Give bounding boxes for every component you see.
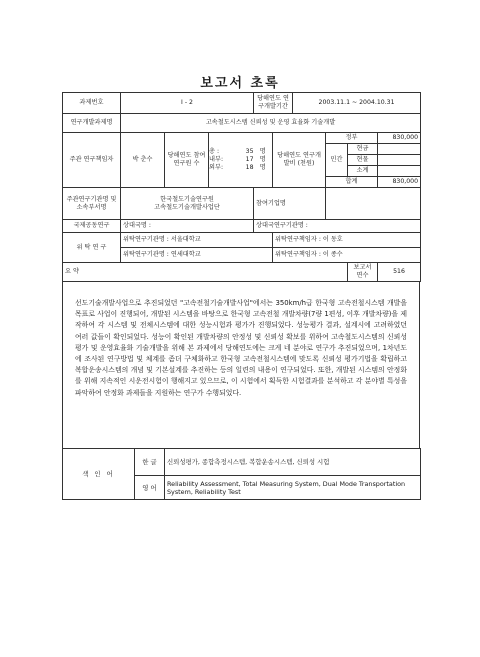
intl-research-label: 국제공동연구 xyxy=(63,220,121,233)
researchers-label: 당해연도 참여연구원 수 xyxy=(165,133,209,188)
unit-total: 명 xyxy=(259,148,266,155)
page-title: 보고서 초록 xyxy=(200,76,280,91)
researcher-counts xyxy=(209,133,254,188)
private-label: 민간 xyxy=(326,144,348,177)
partner-institution-label: 상대국연구기관명 : xyxy=(254,220,421,233)
info-table xyxy=(62,92,421,282)
unit-inside: 명 xyxy=(259,156,266,163)
outside-count: 18 xyxy=(245,164,254,171)
subtotal-label: 소계 xyxy=(348,166,378,177)
inside-count: 17 xyxy=(245,156,254,163)
report-abstract-form xyxy=(62,92,420,500)
principal-investigator: 박 춘수 xyxy=(121,133,165,188)
keywords-label: 색 인 어 xyxy=(63,449,135,500)
total-label: 총 : xyxy=(209,148,220,155)
abstract-text: 선도기술개발사업으로 추진되었던 "고속전철기술개발사업"에서는 350km/h급 한국형 고속전철시스템 개발을 목표로 사업이 진행되어, 개발된 시스템을 바탕으로 한국형 고속전철 개발차량(7량 1편성, 이후 개발차량)을 제작하여 각 시스템 및 전체시스템에 대한 성능시험과 평가가 진행되었다. 성능평가 결과, 설계시에 고려하였던 여러 값들이 확인되었다. 성능이 확인된 개발차량의 안정성 및 신뢰성 확보를 위하여 고속철도시스템의 신뢰성 평가 및 운영효율화 기술개발을 위해 본 과제에서 당해연도에는 크게 네 분야로 연구가 추진되었으며, 1차년도에 조사된 연구방법 및 체계를 좀더 구체화하고 한국형 고속전철시스템에 맞도록 신뢰성 평가기법을 확립하고 복합운송시스템의 개념 및 기본설계를 추진하는 등의 일련의 내용이 연구되었다. 또한, 개발된 시스템의 안정화를 위해 지속적인 시운전시험이 행해지고 있으므로, 이 시험에서 획득한 시험결과를 분석하고 각 분야별 특성을 파악하여 안정화 과제들을 지원하는 연구가 수행되었다. xyxy=(62,281,420,449)
total-budget-amount: 830,000 xyxy=(378,177,421,188)
host-org-dept: 고속철도기술개발사업단 xyxy=(154,203,220,211)
outside-label: 외부: xyxy=(209,164,224,171)
project-number: I - 2 xyxy=(121,93,254,114)
project-title: 고속철도시스템 신뢰성 및 운영 효율화 기술개발 xyxy=(121,114,421,133)
total-count: 35 xyxy=(245,148,254,155)
consigned-head-a: 위탁연구책임자 : 이 동호 xyxy=(273,233,421,248)
unit-outside: 명 xyxy=(259,164,266,171)
consigned-org-b: 위탁연구기관명 : 연세대학교 xyxy=(121,248,273,263)
project-number-label: 과제번호 xyxy=(63,93,121,114)
consigned-research-label: 위 탁 연 구 xyxy=(63,233,121,263)
count-units xyxy=(254,133,273,188)
company-label: 참여기업명 xyxy=(254,188,326,220)
project-title-label: 연구개발과제명 xyxy=(63,114,121,133)
consigned-org-a: 위탁연구기관명 : 서울대학교 xyxy=(121,233,273,248)
host-org-name: 한국철도기술연구원 xyxy=(160,195,214,203)
period-label: 당해연도 연구개발기간 xyxy=(254,93,293,114)
kind-amount xyxy=(378,155,421,166)
partner-country-label: 상대국명 : xyxy=(121,220,254,233)
summary-label: 요 약 xyxy=(63,263,348,282)
korean-keywords: 신뢰성평가, 종합측정시스템, 복합운송시스템, 신뢰성 시험 xyxy=(165,449,421,476)
cash-label: 현금 xyxy=(348,144,378,155)
budget-label: 당해연도 연구개발비 (천원) xyxy=(273,133,326,188)
total-budget-label: 합계 xyxy=(326,177,378,188)
kind-label: 현물 xyxy=(348,155,378,166)
host-org-label: 주관연구기관명 및 소속부서명 xyxy=(63,188,121,220)
inside-label: 내부: xyxy=(209,156,224,163)
gov-amount: 830,000 xyxy=(378,133,421,144)
cash-amount xyxy=(378,144,421,155)
english-keywords-label: 영 어 xyxy=(135,476,165,500)
consigned-head-b: 위탁연구책임자 : 이 종수 xyxy=(273,248,421,263)
gov-label: 정부 xyxy=(326,133,378,144)
report-pages: 516 xyxy=(378,263,421,282)
english-keywords: Reliability Assessment, Total Measuring System, Dual Mode Transportation System, Reliability Test xyxy=(165,476,421,500)
keywords-table xyxy=(62,448,421,500)
report-pages-label: 보고서 면수 xyxy=(348,263,378,282)
company-value xyxy=(326,188,421,220)
host-org xyxy=(121,188,254,220)
principal-investigator-label: 주관 연구책임자 xyxy=(63,133,121,188)
korean-keywords-label: 한 글 xyxy=(135,449,165,476)
subtotal-amount xyxy=(378,166,421,177)
research-period: 2003.11.1 ~ 2004.10.31 xyxy=(293,93,421,114)
